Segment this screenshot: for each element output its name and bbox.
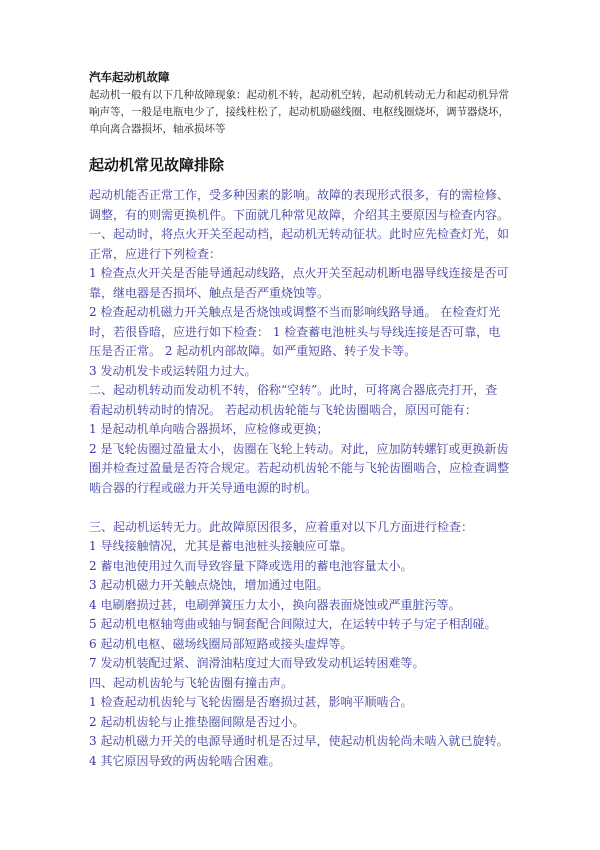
- body-line: 3 起动机磁力开关触点烧蚀，增加通过电阻。: [89, 578, 329, 592]
- body-line: 1 检查点火开关是否能导通起动线路，点火开关至起动机断电器导线连接是否可: [89, 266, 509, 280]
- blank-line: [89, 498, 529, 518]
- section-title: 起动机常见故障排除: [89, 156, 225, 174]
- body-line: 2 检查起动机磁力开关触点是否烧蚀或调整不当而影响线路导通。 在检查灯光: [89, 305, 501, 319]
- body-line: 2 是飞轮齿圈过盈量太小，齿圈在飞轮上转动。对此，应加防转螺钉或更换新齿: [89, 441, 509, 456]
- body-line: 一、起动时，将点火开关至起动档，起动机无转动征状。此时应先检查灯光，如: [89, 227, 510, 241]
- body-line: 二、起动机转动而发动机不转，俗称“空转”。此时，可将离合器底壳打开，查: [89, 383, 498, 397]
- intro-title: 汽车起动机故障: [89, 70, 170, 84]
- intro-paragraph-line: 起动机一般有以下几种故障现象：起动机不转，起动机空转，起动机转动无力和起动机异常: [89, 89, 509, 101]
- body-line: 看起动机转动时的情况。 若起动机齿轮能与飞轮齿圈啮合，原因可能有：: [89, 402, 477, 417]
- body-line: 2 蓄电池使用过久而导致容量下降或选用的蓄电池容量太小。: [89, 558, 413, 573]
- body-line: 三、起动机运转无力。此故障原因很多，应着重对以下几方面进行检查：: [89, 519, 474, 534]
- body-line: 1 是起动机单向啮合器损坏，应检修或更换；: [89, 422, 329, 436]
- intro-paragraph-line: 单向离合器损坏，轴承损坏等: [89, 123, 226, 135]
- body-line: 2 起动机齿轮与止推垫圈间隙是否过小。: [89, 714, 305, 729]
- body-line: 1 导线接触情况，尤其是蓄电池桩头接触应可靠。: [89, 539, 353, 553]
- body-line: 3 发动机发卡或运转阻力过大。: [89, 363, 257, 378]
- body-line: 正常，应进行下列检查：: [89, 246, 222, 261]
- body-line: 调整，有的则需更换机件。下面就几种常见故障，介绍其主要原因与检查内容。: [89, 207, 510, 222]
- body-line: 6 起动机电枢、磁场线圈局部短路或接头虚焊等。: [89, 636, 353, 651]
- body-line: 四、起动机齿轮与飞轮齿圈有撞击声。: [89, 675, 294, 690]
- body-line: 圈并检查过盈量是否符合规定。若起动机齿轮不能与飞轮齿圈啮合，应检查调整: [89, 461, 510, 475]
- body-line: 4 其它原因导致的两齿轮啮合困难。: [89, 753, 281, 768]
- section-body: [89, 186, 529, 771]
- body-line: 靠，继电器是否损坏、触点是否严重烧蚀等。: [89, 285, 330, 300]
- body-line: 1 检查起动机齿轮与飞轮齿圈是否磨损过甚，影响平顺啮合。: [89, 695, 413, 709]
- body-line: 时，若很昏暗，应进行如下检查： 1 检查蓄电池桩头与导线连接是否可靠，电: [89, 324, 501, 339]
- body-line: 啮合器的行程或磁力开关导通电源的时机。: [89, 480, 318, 495]
- intro-paragraph-line: 响声等，一般是电瓶电少了，接线柱松了，起动机励磁线圈、电枢线圈烧坏，调节器烧坏，: [89, 106, 509, 118]
- body-line: 3 起动机磁力开关的电源导通时机是否过早，使起动机齿轮尚未啮入就已旋转。: [89, 734, 509, 748]
- body-line: 压是否正常。 2 起动机内部故障。如严重短路、转子发卡等。: [89, 344, 417, 358]
- body-line: 4 电刷磨损过甚，电刷弹簧压力太小，换向器表面烧蚀或严重脏污等。: [89, 597, 461, 612]
- body-line: 7 发动机装配过紧、润滑油粘度过大而导致发动机运转困难等。: [89, 656, 425, 670]
- intro-block: [89, 69, 529, 138]
- body-line: 起动机能否正常工作，受多种因素的影响。故障的表现形式很多，有的需检修、: [89, 188, 510, 202]
- body-line: 5 起动机电枢轴弯曲或轴与铜套配合间隙过大，在运转中转子与定子相刮碰。: [89, 617, 497, 631]
